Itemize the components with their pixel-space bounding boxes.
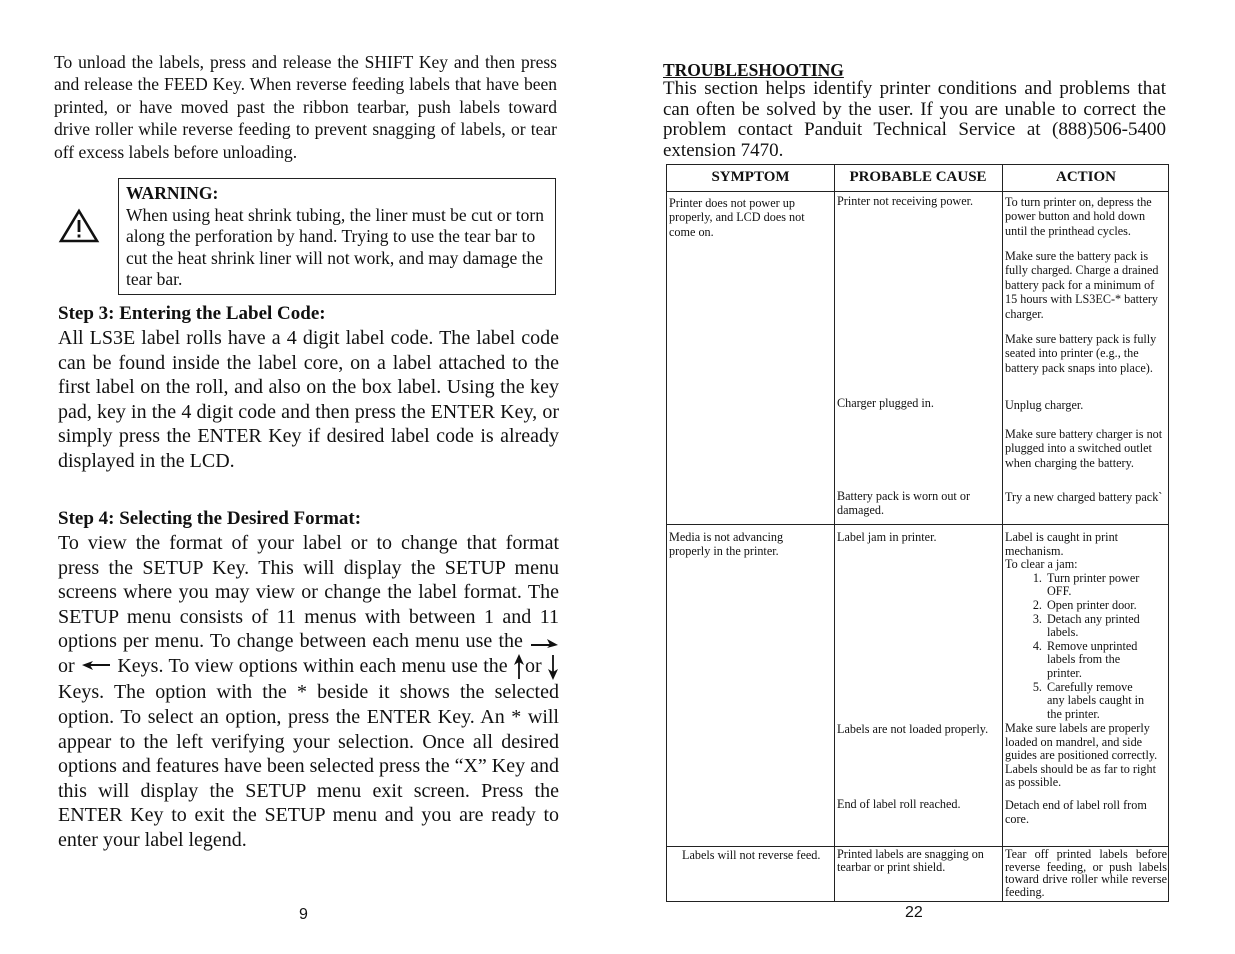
header-probable-cause: PROBABLE CAUSE	[849, 169, 987, 185]
cause-battery-worn: Battery pack is worn out or damaged.	[837, 489, 971, 518]
action-new-battery: Try a new charged battery pack`	[1005, 490, 1163, 504]
list-item: 2. Open printer door.	[1045, 599, 1147, 613]
cause-label-jam: Label jam in printer.	[837, 530, 937, 544]
troubleshooting-intro: This section helps identify printer conditions and problems that can often be solved by the user. If you are unable to correct the problem contact Panduit Technical Service at (888)506-5400 extension 7470.	[663, 78, 1166, 161]
troubleshooting-table	[666, 164, 1169, 902]
list-item: 3. Detach any printed labels.	[1045, 613, 1147, 640]
warning-box	[118, 178, 556, 295]
troubleshooting-heading: TROUBLESHOOTING	[663, 60, 844, 80]
symptom-no-reverse-feed: Labels will not reverse feed.	[682, 848, 821, 862]
cause-snagging: Printed labels are snagging on tearbar or print shield.	[837, 847, 984, 874]
cause-end-of-roll: End of label roll reached.	[837, 797, 961, 811]
page-number-left: 9	[299, 906, 308, 923]
action-tear-off: Tear off printed labels before reverse feeding, or push labels toward drive roller while reverse feeding.	[1005, 847, 1167, 899]
cause-not-loaded: Labels are not loaded properly.	[837, 722, 989, 736]
warning-triangle-icon	[58, 208, 100, 244]
arrow-right-icon	[529, 636, 559, 650]
cause-no-power: Printer not receiving power.	[837, 194, 974, 208]
step4-body: To view the format of your label or to change that format press the SETUP Key. This will display the SETUP menu screens where you may view or change the label format. The SETUP menu consists of 11 menus with between 1 and 11 options per menu. To change between each menu use the or Keys. To view options within each menu use the or Keys. The option with the * beside it shows the selected option. To select an option, press the ENTER Key. An * will appear to the left verifying your selection. Once all desired options and features have been selected press the “X” Key and this will display the SETUP menu exit screen. Press the ENTER Key to exit the SETUP menu and you are ready to enter your label legend.	[58, 532, 559, 851]
action-detach-roll: Detach end of label roll from core.	[1005, 798, 1147, 827]
step3-body: All LS3E label rolls have a 4 digit label code. The label code can be found inside the label core, on a label attached to the first label on the roll, and also on the box label. Using the key pad, key in the 4 digit code and then press the ENTER Key, or simply press the ENTER Key if desired label code is already displayed in the LCD.	[58, 327, 559, 472]
step3-heading: Step 3: Entering the Label Code:	[58, 303, 326, 324]
symptom-no-power: Printer does not power up properly, and LCD does not come on.	[669, 196, 805, 239]
step4-heading: Step 4: Selecting the Desired Format:	[58, 508, 362, 529]
symptom-media-not-advancing: Media is not advancing properly in the printer.	[669, 530, 784, 559]
header-action: ACTION	[1055, 169, 1116, 185]
list-item: 5. Carefully remove any labels caught in the printer.	[1045, 681, 1147, 722]
action-load-properly: Make sure labels are properly loaded on mandrel, and side guides are positioned correctly. Labels should be as far to right as possible.	[1005, 721, 1158, 790]
action-clear-jam: Label is caught in print mechanism. To clear a jam: 1. Turn printer power OFF. 2. Open printer door. 3. Detach any printed labels. 4. Remove unprinted labels from the printer. 5. Carefully remove any labels caught in the printer.	[1005, 531, 1165, 721]
cause-charger-plugged: Charger plugged in.	[837, 396, 934, 410]
list-item: 4. Remove unprinted labels from the printer.	[1045, 640, 1147, 681]
action-switched-outlet: Make sure battery charger is not plugged into a switched outlet when charging the battery.	[1005, 427, 1163, 470]
header-symptom: SYMPTOM	[711, 169, 790, 185]
arrow-up-icon	[513, 654, 525, 680]
arrow-down-icon	[547, 654, 559, 680]
jam-steps-list	[1005, 572, 1147, 722]
action-seat-battery: Make sure battery pack is fully seated into printer (e.g., the battery pack snaps into place).	[1005, 332, 1157, 375]
warning-title: WARNING:	[126, 183, 219, 203]
action-turn-on: To turn printer on, depress the power button and hold down until the printhead cycles.	[1005, 195, 1152, 238]
arrow-left-icon	[80, 660, 112, 674]
action-charge-battery: Make sure the battery pack is fully charged. Charge a drained battery pack for a minimum of 15 hours with LS3EC-* battery charger.	[1005, 249, 1159, 321]
list-item: 1. Turn printer power OFF.	[1045, 572, 1147, 599]
action-unplug-charger: Unplug charger.	[1005, 398, 1084, 412]
warning-text: When using heat shrink tubing, the liner must be cut or torn along the perforation by hand. Trying to use the tear bar to cut the heat shrink liner will not work, and may damage the tear bar.	[126, 204, 544, 290]
page-number-right: 22	[905, 904, 923, 921]
unload-instructions: To unload the labels, press and release the SHIFT Key and then press and release the FEED Key. When reverse feeding labels that have been printed, or have moved past the ribbon tearbar, push labels toward drive roller while reverse feeding to prevent snagging of labels, or tear off excess labels before unloading.	[54, 52, 557, 162]
